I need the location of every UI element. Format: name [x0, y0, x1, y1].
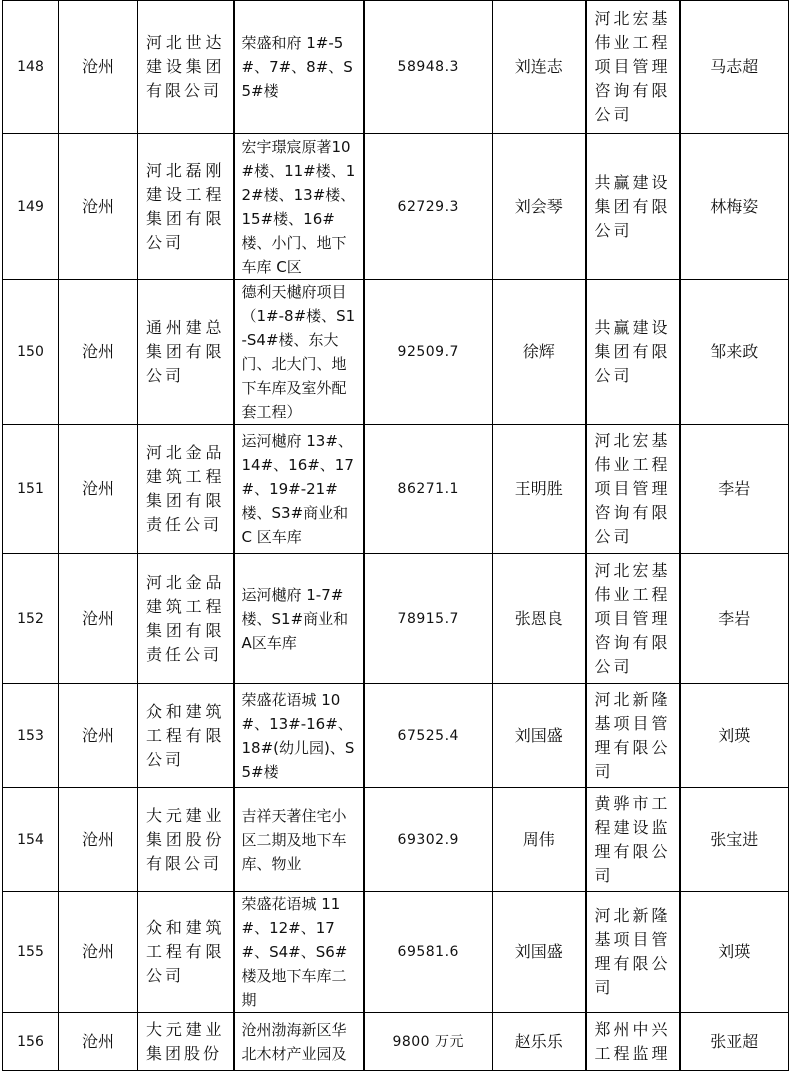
supervisor-cell: 河北宏基伟业工程项目管理咨询有限公司 — [586, 1, 680, 134]
city-cell: 沧州 — [59, 684, 138, 788]
project-manager-cell: 张恩良 — [493, 554, 586, 684]
engineer-cell: 张亚超 — [680, 1013, 789, 1071]
project-cell: 宏宇璟宸原著10#楼、11#楼、12#楼、13#楼、15#楼、16#楼、小门、地下车库 C区 — [234, 134, 364, 280]
table-row — [3, 684, 789, 788]
project-cell: 荣盛花语城 10#、13#-16#、18#(幼儿园)、S5#楼 — [234, 684, 364, 788]
area-cell: 92509.7 — [364, 280, 493, 425]
supervisor-cell: 共赢建设集团有限公司 — [586, 280, 680, 425]
row-number: 154 — [3, 788, 59, 892]
project-manager-cell: 刘国盛 — [493, 684, 586, 788]
row-number: 148 — [3, 1, 59, 134]
project-table — [2, 0, 789, 1071]
project-manager-cell: 刘连志 — [493, 1, 586, 134]
table-row — [3, 554, 789, 684]
supervisor-cell: 郑州中兴工程监理 — [586, 1013, 680, 1071]
engineer-cell: 邹来政 — [680, 280, 789, 425]
table-row — [3, 892, 789, 1013]
builder-cell: 河北磊刚建设工程集团有限公司 — [138, 134, 234, 280]
project-cell: 沧州渤海新区华北木材产业园及 — [234, 1013, 364, 1071]
engineer-cell: 李岩 — [680, 425, 789, 554]
builder-cell: 河北金品建筑工程集团有限责任公司 — [138, 425, 234, 554]
row-number: 152 — [3, 554, 59, 684]
builder-cell: 众和建筑工程有限公司 — [138, 684, 234, 788]
engineer-cell: 李岩 — [680, 554, 789, 684]
row-number: 149 — [3, 134, 59, 280]
city-cell: 沧州 — [59, 425, 138, 554]
engineer-cell: 刘瑛 — [680, 684, 789, 788]
table-row — [3, 1013, 789, 1071]
project-manager-cell: 徐辉 — [493, 280, 586, 425]
area-cell: 69581.6 — [364, 892, 493, 1013]
row-number: 151 — [3, 425, 59, 554]
area-cell: 67525.4 — [364, 684, 493, 788]
city-cell: 沧州 — [59, 280, 138, 425]
city-cell: 沧州 — [59, 554, 138, 684]
row-number: 155 — [3, 892, 59, 1013]
area-cell: 62729.3 — [364, 134, 493, 280]
project-manager-cell: 刘会琴 — [493, 134, 586, 280]
project-manager-cell: 赵乐乐 — [493, 1013, 586, 1071]
area-cell: 78915.7 — [364, 554, 493, 684]
builder-cell: 大元建业集团股份有限公司 — [138, 788, 234, 892]
builder-cell: 大元建业集团股份 — [138, 1013, 234, 1071]
area-cell: 58948.3 — [364, 1, 493, 134]
project-cell: 荣盛花语城 11#、12#、17#、S4#、S6#楼及地下车库二期 — [234, 892, 364, 1013]
project-cell: 吉祥天著住宅小区二期及地下车库、物业 — [234, 788, 364, 892]
builder-cell: 众和建筑工程有限公司 — [138, 892, 234, 1013]
row-number: 150 — [3, 280, 59, 425]
supervisor-cell: 共赢建设集团有限公司 — [586, 134, 680, 280]
supervisor-cell: 河北新隆基项目管理有限公司 — [586, 892, 680, 1013]
row-number: 156 — [3, 1013, 59, 1071]
city-cell: 沧州 — [59, 892, 138, 1013]
project-cell: 德利天樾府项目（1#-8#楼、S1-S4#楼、东大门、北大门、地下车库及室外配套工程） — [234, 280, 364, 425]
supervisor-cell: 河北宏基伟业工程项目管理咨询有限公司 — [586, 425, 680, 554]
city-cell: 沧州 — [59, 1013, 138, 1071]
table-row — [3, 1, 789, 134]
project-cell: 运河樾府 1-7#楼、S1#商业和 A区车库 — [234, 554, 364, 684]
project-cell: 荣盛和府 1#-5#、7#、8#、S5#楼 — [234, 1, 364, 134]
project-manager-cell: 周伟 — [493, 788, 586, 892]
project-manager-cell: 刘国盛 — [493, 892, 586, 1013]
project-manager-cell: 王明胜 — [493, 425, 586, 554]
supervisor-cell: 河北宏基伟业工程项目管理咨询有限公司 — [586, 554, 680, 684]
area-cell: 86271.1 — [364, 425, 493, 554]
builder-cell: 河北金品建筑工程集团有限责任公司 — [138, 554, 234, 684]
supervisor-cell: 河北新隆基项目管理有限公司 — [586, 684, 680, 788]
engineer-cell: 张宝进 — [680, 788, 789, 892]
city-cell: 沧州 — [59, 134, 138, 280]
row-number: 153 — [3, 684, 59, 788]
supervisor-cell: 黄骅市工程建设监理有限公司 — [586, 788, 680, 892]
project-cell: 运河樾府 13#、14#、16#、17#、19#-21#楼、S3#商业和 C 区车库 — [234, 425, 364, 554]
table-row — [3, 425, 789, 554]
engineer-cell: 马志超 — [680, 1, 789, 134]
city-cell: 沧州 — [59, 788, 138, 892]
area-cell: 69302.9 — [364, 788, 493, 892]
engineer-cell: 林梅姿 — [680, 134, 789, 280]
city-cell: 沧州 — [59, 1, 138, 134]
builder-cell: 河北世达建设集团有限公司 — [138, 1, 234, 134]
area-cell: 9800 万元 — [364, 1013, 493, 1071]
table-row — [3, 134, 789, 280]
table-row — [3, 280, 789, 425]
table-row — [3, 788, 789, 892]
engineer-cell: 刘瑛 — [680, 892, 789, 1013]
builder-cell: 通州建总集团有限公司 — [138, 280, 234, 425]
